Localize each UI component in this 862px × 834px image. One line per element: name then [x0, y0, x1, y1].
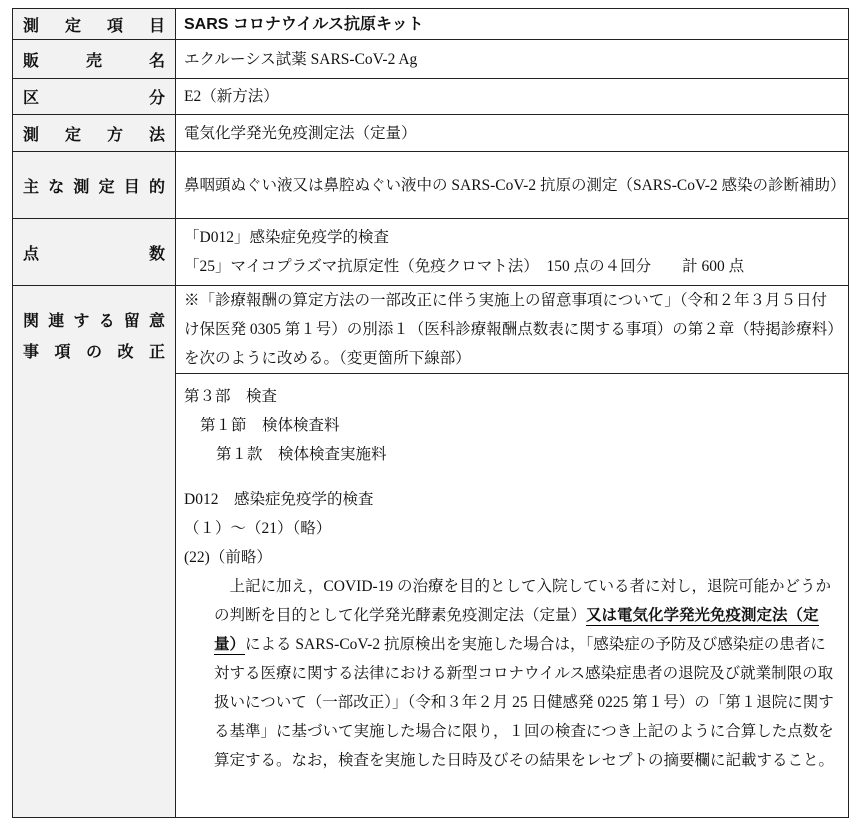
label-char: 測 — [23, 126, 40, 144]
product-info-table — [12, 8, 849, 818]
category-value: E2（新方法） — [176, 79, 849, 115]
label-char: 留 — [123, 313, 140, 330]
label-char: 的 — [148, 178, 165, 196]
purpose-value: 鼻咽頭ぬぐい液又は鼻腔ぬぐい液中の SARS-CoV-2 抗原の測定（SARS-CoV-2 感染の診断補助） — [176, 152, 849, 219]
table-row — [13, 219, 849, 286]
amendment-text — [214, 572, 838, 775]
table-row — [13, 79, 849, 115]
label-char: の — [85, 344, 102, 361]
item-22-line: (22)（前略） — [184, 549, 272, 566]
label-char: 定 — [64, 17, 81, 35]
label-char: 測 — [73, 178, 90, 196]
label-char: な — [48, 178, 65, 196]
label-char: 連 — [48, 313, 65, 330]
label-char: る — [98, 313, 115, 330]
label-char: 名 — [148, 52, 165, 70]
label-char: 関 — [23, 313, 40, 330]
revision-detail — [176, 374, 849, 818]
subsection-heading: 第１款 検体検査実施料 — [216, 446, 387, 463]
label-char: 点 — [23, 245, 40, 263]
label-char: 事 — [23, 344, 40, 361]
row-label — [23, 122, 165, 145]
label-char: 販 — [23, 52, 40, 70]
label-cell — [13, 115, 176, 152]
amendment-paragraph — [184, 572, 838, 775]
table-row — [13, 40, 849, 79]
label-char: 定 — [64, 126, 81, 144]
label-char: 意 — [148, 313, 165, 330]
label-char: 定 — [98, 178, 115, 196]
row-label — [23, 339, 165, 362]
table-row — [13, 115, 849, 152]
row-label — [23, 85, 165, 108]
label-cell — [13, 9, 176, 40]
label-char: 測 — [23, 17, 40, 35]
spacer — [184, 469, 838, 485]
label-char: 項 — [106, 17, 123, 35]
row-label — [23, 48, 165, 71]
label-char: す — [73, 313, 90, 330]
label-cell — [13, 286, 176, 818]
row-label — [23, 308, 165, 331]
part-heading: 第３部 検査 — [184, 388, 278, 405]
product-name: SARS コロナウイルス抗原キット — [176, 9, 849, 40]
label-char: 売 — [85, 52, 102, 70]
table-row — [13, 9, 849, 40]
label-char: 方 — [106, 126, 123, 144]
underlined-change: 又は電気化学発光免疫測定法（定量） — [214, 607, 819, 653]
table-row — [13, 152, 849, 219]
code-heading: D012 感染症免疫学的検査 — [184, 491, 374, 508]
label-cell — [13, 219, 176, 286]
revision-note: ※「診療報酬の算定方法の一部改正に伴う実施上の留意事項について」（令和２年３月５日付け保医発 0305 第１号）の別添１（医科診療報酬点数表に関する事項）の第２章（特掲診療料）を次のように改める。（変更箇所下線部） — [176, 286, 849, 374]
sales-name: エクルーシス試薬 SARS-CoV-2 Ag — [176, 40, 849, 79]
text-before: 上記に加え，COVID-19 の治療を目的として入院している者に対し，退院可能かどうかの判断を目的として化学発光酵素免疫測定法（定量） — [214, 578, 832, 624]
row-label — [23, 241, 165, 264]
row-label — [23, 13, 165, 36]
row-label — [23, 174, 165, 197]
table-row — [13, 286, 849, 374]
label-char: 区 — [23, 90, 40, 107]
label-char: 主 — [23, 178, 40, 196]
items-line: （１）～（21）（略） — [184, 520, 332, 537]
label-char: 項 — [54, 344, 71, 361]
label-char: 正 — [148, 344, 165, 361]
points-cell — [176, 219, 849, 286]
method-value: 電気化学発光免疫測定法（定量） — [176, 115, 849, 152]
label-char: 目 — [123, 178, 140, 196]
label-char: 改 — [117, 344, 134, 361]
points-line: 「25」マイコプラズマ抗原定性（免疫クロマト法） 150 点の４回分 計 600 点 — [184, 258, 745, 275]
label-char: 法 — [148, 126, 165, 144]
label-cell — [13, 152, 176, 219]
label-cell — [13, 40, 176, 79]
text-after: による SARS-CoV-2 抗原検出を実施した場合は，「感染症の予防及び感染症の患者に対する医療に関する法律における新型コロナウイルス感染症患者の退院及び就業制限の取扱いについて（一部改正）」（令和３年２月 25 日健感発 0225 第１号）の「第１退院に関する基準」に基づいて実施した場合に限り，１回の検査につき上記のように合算した点数を算定する。なお，検査を実施した日時及びその結果をレセプトの摘要欄に記載すること。 — [214, 636, 835, 769]
label-char: 目 — [148, 17, 165, 35]
points-line: 「D012」感染症免疫学的検査 — [184, 229, 389, 246]
label-cell — [13, 79, 176, 115]
label-char: 数 — [148, 245, 165, 263]
label-char: 分 — [148, 90, 165, 107]
section-heading: 第１節 検体検査料 — [200, 417, 340, 434]
